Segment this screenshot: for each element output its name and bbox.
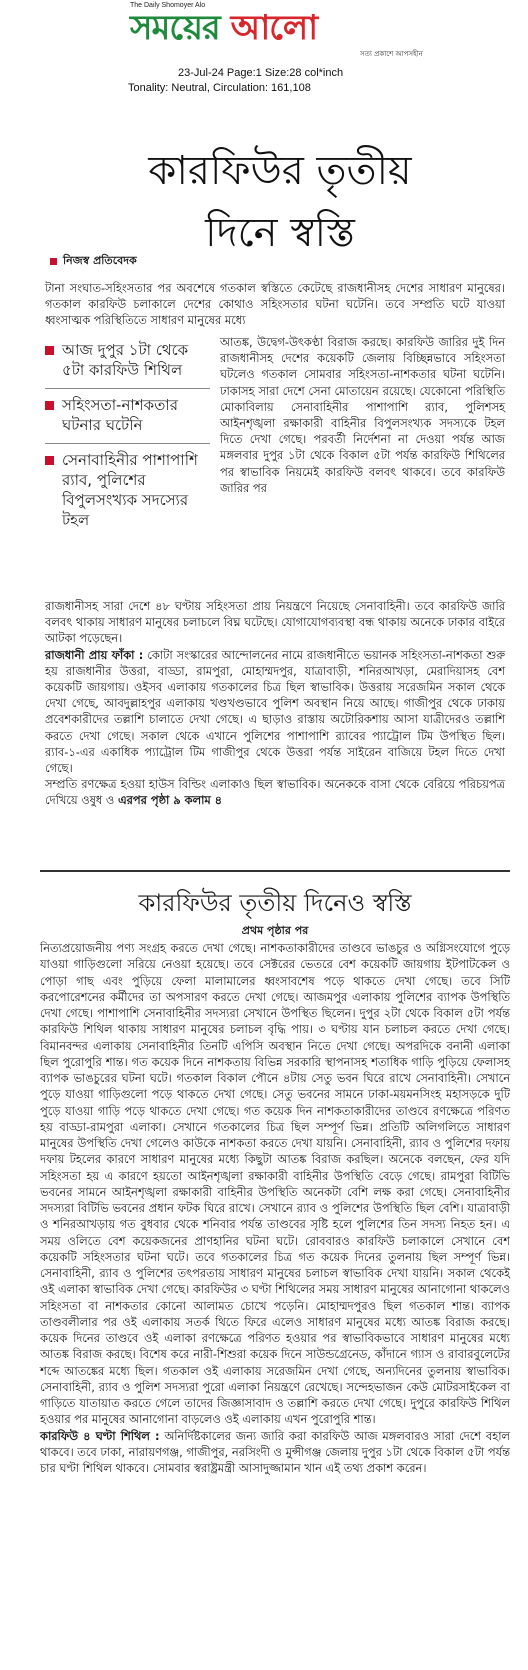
article1-right-column: আতঙ্ক, উদ্বেগ-উৎকণ্ঠা বিরাজ করছে। কারফিউ জারির দুই দিন রাজধানীসহ দেশের কয়েকটি জেলায় বিচ্ছিন্নভাবে সহিংসতা ঘটলেও গতকাল সোমবার সহিংসতা-নাশকতার ঘটনা ঘটেনি। ঢাকাসহ সারা দেশে সেনা মোতায়েন রয়েছে। যেকোনো পরিস্থিতি মোকাবিলায় সেনাবাহিনীর পাশাপাশি র‌্যাব, পুলিশসহ আইনশৃঙ্খলা রক্ষাকারী বাহিনীর বিপুলসংখ্যক সদস্যকে টহল দিতে দেখা গেছে। পরবর্তী নির্দেশনা না দেওয়া পর্যন্ত আজ মঙ্গলবার দুপুর ১টা থেকে বিকাল ৫টা পর্যন্ত কারফিউ শিথিলের পর স্বাভাবিক নিয়মেই কারফিউ বলবৎ থাকবে। তবে কারফিউ জারির পর [220,335,505,495]
highlight-item [45,388,210,443]
highlight-item [45,334,210,388]
article1-last-para [45,776,505,808]
headline-line-1: কারফিউর তৃতীয় [148,148,412,194]
article1-subsection [45,647,505,777]
highlights-box [45,334,210,538]
subsection-text: কোটা সংস্কারের আন্দোলনের নামে রাজধানীতে ভয়ানক সহিংসতা-নাশকতা শুরু হয় রাজধানীর উত্তরা, বাড্ডা, রামপুরা, মোহাম্মদপুর, যাত্রাবাড়ী, শনিরআখড়া, মেরাদিয়াসহ বেশ কয়েকটি জায়গায়। ওইসব এলাকায় গতকালের চিত্র ছিল স্বাভাবিক। উত্তরায় সরেজমিন সকাল থেকে দেখা গেছে, আবদুল্লাহপুর এলাকায় খণ্ডখণ্ডভাবে পুলিশ অবস্থান নিয়ে আছে। গাজীপুর থেকে ঢাকায় প্রবেশকারীদের তল্লাশি চালাতে দেখা গেছে। এ ছাড়াও রাস্তায় অটোরিকশায় আসা যাত্রীদেরও তল্লাশি করতে দেখা গেছে। সকাল থেকে এখানে পুলিশের পাশাপাশি র‌্যাবের প্যাট্রোল টিম উপস্থিত ছিল। র‌্যাব-১-এর একাধিক প্যাট্রোল টিম গাজীপুর থেকে উত্তরা পর্যন্ত সাইরেন বাজিয়ে টহল দিতে দেখা গেছে। [45,647,505,776]
last-para-text: সম্প্রতি রণক্ষেত্র হওয়া হাউস বিল্ডিং এলাকাও ছিল স্বাভাবিক। অনেককে বাসা থেকে বেরিয়ে পরিচয়পত্র দেখিয়ে ওষুধ ও [45,777,505,808]
logo-part-2: আলো [230,8,318,48]
byline [50,252,137,271]
masthead-tagline: The Daily Shomoyer Alo [130,2,206,9]
article2-text: নিত্যপ্রয়োজনীয় পণ্য সংগ্রহ করতে দেখা গেছে। নাশকতাকারীদের তাণ্ডবে ভাঙচুর ও অগ্নিসংযোগে পুড়ে যাওয়া গাড়িগুলো সরিয়ে নেওয়া হয়েছে। তবে সেক্টরের ভেতরে বেশ কয়েকটি জায়গায় ইটপাটকেল ও পোড়া গাছ এবং পুড়িয়ে ফেলা মালামালের ধ্বংসাবশেষ পড়ে থাকতে দেখা গেছে। তবে সিটি করপোরেশনের কর্মীদের তা অপসারণ করতে দেখা গেছে। আজমপুর এলাকায় পুলিশের ব্যাপক উপস্থিতি দেখা গেছে। পাশাপাশি সেনাবাহিনীর সদস্যরা সেখানে উপস্থিত ছিলেন। দুপুর ২টা থেকে বিকাল ৫টা পর্যন্ত কারফিউ শিথিল থাকায় সাধারণ মানুষের চলাচল বৃদ্ধি পায়। ৩ ঘণ্টায় যান চলাচল করতে দেখা গেছে। বিমানবন্দর এলাকায় সেনাবাহিনীর তিনটি এপিসি অবস্থান নিতে দেখা গেছে। অপরদিকে বনানী এলাকা ছিল পুরোপুরি শান্ত। গত কয়েক দিনে নাশকতায় বিভিন্ন সরকারি স্থাপনাসহ শতাধিক গাড়ি পুড়িয়ে ফেলাসহ ব্যাপক ভাঙচুরের ঘটনা ঘটে। গতকাল বিকাল পৌনে ৪টায় সেতু ভবন ঘিরে রাখে সেনাবাহিনী। সেখানে পুড়ে যাওয়া গাড়িগুলো পড়ে থাকতে দেখা গেছে। সেতু ভবনের সামনে ঢাকা-ময়মনসিংহ মহাসড়কে দুটি পুড়ে যাওয়া গাড়ি পড়ে থাকতে দেখা গেছে। গত কয়েক দিন নাশকতাকারীদের তাণ্ডবে রণক্ষেত্রে পরিণত হয় বাড্ডা-রামপুরা এলাকা। সেখানে গতকালের চিত্র ছিল সম্পূর্ণ ভিন্ন। প্রতিটি অলিগলিতে সাধারণ মানুষের উপস্থিতি দেখা গেলেও কাউকে নাশকতা করতে দেখা যায়নি। সেনাবাহিনী, র‌্যাব ও পুলিশের দফায় দফায় টহলের কারণে সাধারণ মানুষের মধ্যে কিছুটা আতঙ্ক বিরাজ করছিল। অনেকে বলছেন, ফের যদি সহিংসতা হয় এ কারণে হয়তো আইনশৃঙ্খলা রক্ষাকারী বাহিনীর উপস্থিতি বেড়ে গেছে। রামপুরা বিটিভি ভবনের সামনে আইনশৃঙ্খলা রক্ষাকারী বাহিনীর উপস্থিতি অনেকটা বেশি লক্ষ করা গেছে। সেনাবাহিনীর সদস্যরা বিটিভি ভবনের প্রধান ফটক ঘিরে রাখে। সেখানে র‌্যাব ও পুলিশের উপস্থিতি ছিল বেশি। যাত্রাবাড়ী ও শনিরআখড়ায় গত বুধবার থেকে শনিবার পর্যন্ত তাণ্ডবের সৃষ্টি হলে পুলিশের তিন সদস্য নিহত হন। এ সময় ওলিতে বেশ কয়েকজনের প্রাণহানির ঘটনা ঘটে। রোববারও কারফিউ চলাকালে সেখানে বেশ কয়েকটি সহিংসতার ঘটনা ঘটে। তবে গতকালের চিত্র গত কয়েক দিনের তুলনায় ছিল সম্পূর্ণ ভিন্ন। সেনাবাহিনী, র‌্যাব ও পুলিশের তৎপরতায় সাধারণ মানুষের চলাচল স্বাভাবিক দেখা যায়নি। সকাল থেকেই ওই এলাকা স্বাভাবিক দেখা গেছে। কারফিউর ৩ ঘণ্টা শিথিলের সময় সাধারণ মানুষের আনাগোনা থাকলেও সহিংসতা বা নাশকতার কোনো আলামত চোখে পড়েনি। মোহাম্মদপুরও ছিল গতকাল শান্ত। ব্যাপক তাণ্ডবলীলার পর ওই এলাকায় সতর্ক থিতে ফিরে এলেও সাধারণ মানুষের মধ্যে আতঙ্ক বিরাজ করছে। কয়েক দিনের তাণ্ডবে ওই এলাকা রণক্ষেত্রে পরিণত হওয়ার পর স্বাভাবিকভাবে সাধারণ মানুষের মধ্যে আতঙ্ক বিরাজ করছে। বিশেষ করে নারী-শিশুরা কয়েক দিনে সাউন্ডগ্রেনেড, কাঁদানে গ্যাস ও রাবারবুলেটের শব্দে আতঙ্কের মধ্যে ছিল। গতকাল ওই এলাকায় সরেজমিন দেখা গেছে, অন্যদিনের তুলনায় স্বাভাবিক। সেনাবাহিনী, র‌্যাব ও পুলিশ সদস্যরা পুরো এলাকা নিয়ন্ত্রণে রেখেছে। সন্দেহভাজন কেউ মোটরসাইকেল বা গাড়িতে যাতায়াত করতে গেলে তাদের জিজ্ঞাসাবাদ ও তল্লাশি করতে দেখা গেছে। দুপুরে কারফিউ শিথিল হওয়ার পর মানুষের আনাগোনা বাড়লেও ওই এলাকায় এখন পুরোপুরি শান্ত। [40,941,510,1427]
highlight-item [45,443,210,538]
subsection-title: রাজধানী প্রায় ফাঁকা : [45,647,144,662]
byline-text: নিজস্ব প্রতিবেদক [63,254,137,267]
subsection-title: কারফিউ ৪ ঘণ্টা শিথিল : [40,1428,160,1443]
article1-para-1: টানা সংঘাত-সহিংসতার পর অবশেষে গতকাল স্বস্তিতে কেটেছে রাজধানীসহ দেশের সাধারণ মানুষের। গতকাল কারফিউ চলাকালে দেশের কোথাও সহিংসতার ঘটনা ঘটেনি। তবে সম্প্রতি ঘটে যাওয়া ধ্বংসাত্মক পরিস্থিতিতে সাধারণ মানুষের মধ্যে [45,281,505,328]
highlight-text: আজ দুপুর ১টা থেকে ৫টা কারফিউ শিথিল [62,341,189,379]
clip-meta-line1: 23-Jul-24 Page:1 Size:28 col*inch [178,67,344,79]
article2-body [40,940,510,1476]
highlight-text: সেনাবাহিনীর পাশাপাশি র‌্যাব, পুলিশের বিপুলসংখ্যক সদস্যের টহল [62,451,198,529]
article-divider [40,870,510,872]
highlight-square-icon [45,401,54,410]
highlight-square-icon [45,346,54,355]
subsection-text: অনির্দিষ্টকালের জন্য জারি করা কারফিউ আজ মঙ্গলবারও সারা দেশে বহাল থাকবে। তবে ঢাকা, নারায়ণগঞ্জ, গাজীপুর, নরসিংদী ও মুন্সীগঞ্জ জেলায় দুপুর ১টা থেকে বিকাল ৫টা পর্যন্ত চার ঘণ্টা শিথিল থাকবে। সোমবার স্বরাষ্ট্রমন্ত্রী আসাদুজ্জামান খান এই তথ্য প্রকাশ করেন। [40,1428,510,1475]
article1-continuation [45,598,505,809]
article2-headline: কারফিউর তৃতীয় দিনেও স্বস্তি [138,889,412,917]
jump-line: এরপর পৃষ্ঠা ৯ কলাম ৪ [117,793,223,808]
highlight-text: সহিংসতা-নাশকতার ঘটনার ঘটেনি [62,396,178,434]
article1-headline [40,140,520,264]
masthead [0,0,528,62]
article1-para-after: রাজধানীসহ সারা দেশে ৪৮ ঘণ্টায় সহিংসতা প্রায় নিয়ন্ত্রণে নিয়েছে সেনাবাহিনী। তবে কারফিউ জারি বলবৎ থাকায় সাধারণ মানুষের চলাচলে বিঘ্ন ঘটেছে। যোগাযোগব্যবস্থা বন্ধ থাকায় অনেকে ঢাকার বাইরে আটকা পড়েছেন। [45,599,505,646]
byline-square-icon [50,258,57,265]
continued-label: প্রথম পৃষ্ঠার পর [241,924,309,937]
masthead-motto: সত্য প্রকাশে আপসহীন [360,50,423,58]
logo-part-1: সময়ের [130,8,220,48]
headline-line-2: দিনে স্বস্তি [205,210,355,256]
newspaper-logo [130,8,317,48]
article2-subsection [40,1428,510,1477]
clip-meta-line2: Tonality: Neutral, Circulation: 161,108 [128,82,311,94]
highlight-square-icon [45,456,54,465]
